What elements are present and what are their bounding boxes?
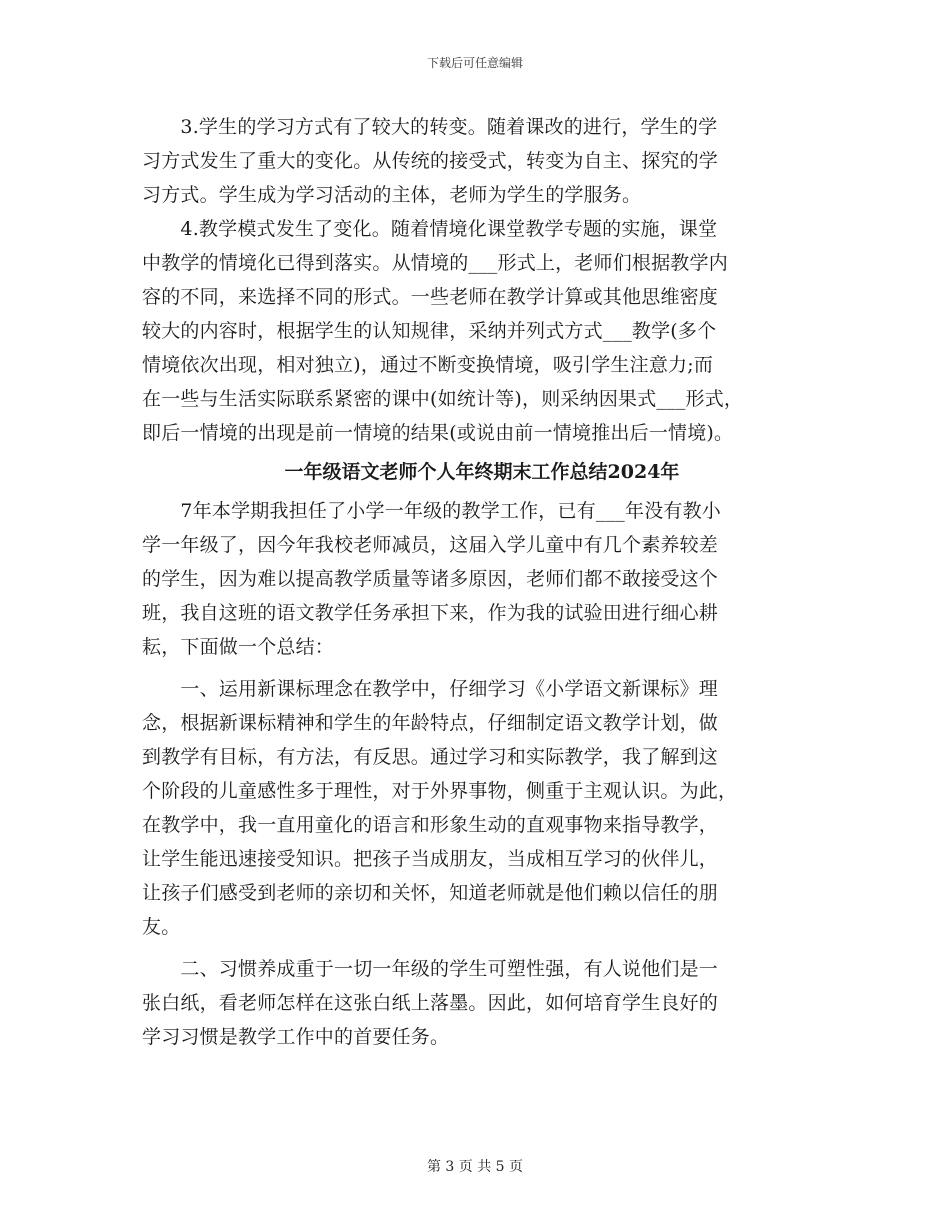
article-title: 一年级语文老师个人年终期末工作总结2024年 [284, 461, 680, 483]
text-line: 在教学中，我一直用童化的语言和形象生动的直观事物来指导教学， [142, 814, 719, 836]
text-line: 情境依次出现，相对独立)，通过不断变换情境，吸引学生注意力;而 [142, 354, 714, 376]
page-footer: 第 3 页 共 5 页 [426, 1159, 524, 1175]
paragraph-section-one [142, 672, 822, 944]
text-line: 念，根据新课标精神和学生的年龄特点，仔细制定语文教学计划，做 [142, 712, 719, 734]
text-line: 到教学有目标，有方法，有反思。通过学习和实际教学，我了解到这 [142, 746, 719, 768]
paragraph-section-two [142, 952, 822, 1054]
paragraph-intro [142, 494, 822, 664]
document-body [142, 110, 822, 1054]
text-line: 4.教学模式发生了变化。随着情境化课堂教学专题的实施，课堂 [142, 218, 718, 240]
text-line: 的学生，因为难以提高教学质量等诸多原因，老师们都不敢接受这个 [142, 568, 719, 590]
page-header: 下载后可任意编辑 [426, 56, 523, 70]
text-line: 友。 [142, 916, 181, 938]
text-line: 较大的内容时，根据学生的认知规律，采纳并列式方式___教学(多个 [142, 320, 717, 342]
text-line: 让学生能迅速接受知识。把孩子当成朋友，当成相互学习的伙伴儿， [142, 848, 719, 870]
text-line: 习方式。学生成为学习活动的主体，老师为学生的学服务。 [142, 184, 642, 206]
text-line: 3.学生的学习方式有了较大的转变。随着课改的进行，学生的学 [142, 116, 718, 138]
text-line: 在一些与生活实际联系紧密的课中(如统计等)，则采纳因果式___形式， [142, 388, 744, 410]
text-line: 班，我自这班的语文教学任务承担下来，作为我的试验田进行细心耕 [142, 602, 719, 624]
text-line: 即后一情境的出现是前一情境的结果(或说由前一情境推出后一情境)。 [142, 422, 734, 444]
text-line: 学习习惯是教学工作中的首要任务。 [142, 1026, 450, 1048]
text-line: 习方式发生了重大的变化。从传统的接受式，转变为自主、探究的学 [142, 150, 719, 172]
text-line: 个阶段的儿童感性多于理性，对于外界事物，侧重于主观认识。为此， [142, 780, 738, 802]
text-line: 7年本学期我担任了小学一年级的教学工作，已有___年没有教小 [142, 500, 721, 522]
text-line: 中教学的情境化已得到落实。从情境的___形式上，老师们根据教学内 [142, 252, 728, 274]
section-continued-paragraphs [142, 110, 822, 450]
text-line: 容的不同，来选择不同的形式。一些老师在教学计算或其他思维密度 [142, 286, 719, 308]
text-line: 张白纸，看老师怎样在这张白纸上落墨。因此，如何培育学生良好的 [142, 992, 719, 1014]
text-line: 耘，下面做一个总结： [142, 636, 335, 658]
text-line: 二、习惯养成重于一切一年级的学生可塑性强，有人说他们是一 [142, 958, 719, 980]
text-line: 让孩子们感受到老师的亲切和关怀，知道老师就是他们赖以信任的朋 [142, 882, 719, 904]
text-line: 学一年级了，因今年我校老师减员，这届入学儿童中有几个素养较差 [142, 534, 719, 556]
text-line: 一、运用新课标理念在教学中，仔细学习《小学语文新课标》理 [142, 678, 719, 700]
